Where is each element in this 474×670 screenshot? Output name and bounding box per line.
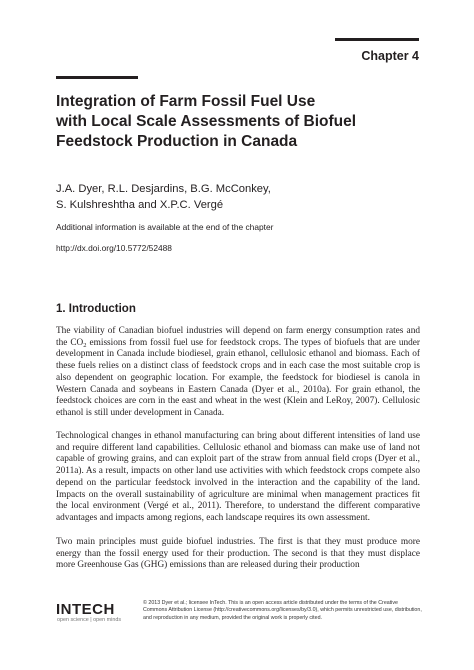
section-heading: 1. Introduction <box>56 303 136 315</box>
paragraph-2 <box>56 431 420 525</box>
license-notice: © 2013 Dyer et al.; licensee InTech. This is an open access article distributed under the terms of the Creative Commons Attribution License (http://creativecommons.org/licenses/by/3.0), which permits unrestricted use, distribution, and reproduction in any medium, provided the original work is properly cited. <box>143 600 422 621</box>
paragraph-1 <box>56 326 420 420</box>
authors-line-1: J.A. Dyer, R.L. Desjardins, B.G. McConkey, <box>56 183 271 195</box>
paragraph-3-text: Two main principles must guide biofuel industries. The first is that they must produce more energy than the fossil energy used for their production. The second is that they must displace more Greenhouse Gas (GHG) emissions than are released during their production <box>56 537 420 571</box>
doi-link[interactable]: http://dx.doi.org/10.5772/52488 <box>56 243 172 253</box>
paragraph-2-text: Technological changes in ethanol manufacturing can bring about different intensities of land use and require different land capabilities. Cellulosic ethanol and biomass can make use of land not capable of growing grains, and can exploit part of the straw from annual field crops (Dyer et al., 2011a). As a result, impacts on other land use activities with which feedstock crops compete also depend on the particular feedstock involved in the interaction and the capability of the land. Impacts on the overall sustainability of agriculture are minimal when management practices fit the local environment (Vergé et al., 2011). Therefore, to understand the different comparative advantages and impacts among regions, each landscape requires its own assessment. <box>56 431 420 523</box>
intech-logo: INTECH <box>56 601 115 618</box>
title-line-2: with Local Scale Assessments of Biofuel <box>56 113 357 130</box>
paragraph-1-text <box>56 326 420 420</box>
chapter-top-rule <box>335 38 419 41</box>
title-rule <box>56 76 138 79</box>
p1-text-start: The viability of Canadian biofuel industries will depend on farm energy consumption rates and the CO <box>56 326 420 348</box>
authors-line-2: S. Kulshreshtha and X.P.C. Vergé <box>56 199 224 211</box>
p1-text-end: emissions from fossil fuel use for feedstock crops. The types of biofuels that are under development in Canada include biodiesel, grain ethanol, cellulosic ethanol and biomass. Each of these fuels relies on a distinct class of feedstock crops and in each case the most suitable crop is also dependent on geographic location. For example, the feedstock for biodiesel is canola in Western Canada and soybeans in Eastern Canada (Dyer et al., 2010a). For grain ethanol, the feedstock choices are corn in the east and wheat in the west (Klein and LeRoy, 2007). Cellulosic ethanol is still under development in Canada. <box>56 337 420 418</box>
article-title <box>56 92 426 152</box>
paragraph-3 <box>56 537 420 572</box>
logo-tagline: open science | open minds <box>57 617 122 623</box>
title-line-1: Integration of Farm Fossil Fuel Use <box>56 93 316 110</box>
additional-info-note: Additional information is available at the end of the chapter <box>56 222 274 232</box>
authors <box>56 181 426 213</box>
title-line-3: Feedstock Production in Canada <box>56 133 298 150</box>
chapter-label: Chapter 4 <box>361 49 419 63</box>
co2-subscript: 2 <box>83 341 87 349</box>
